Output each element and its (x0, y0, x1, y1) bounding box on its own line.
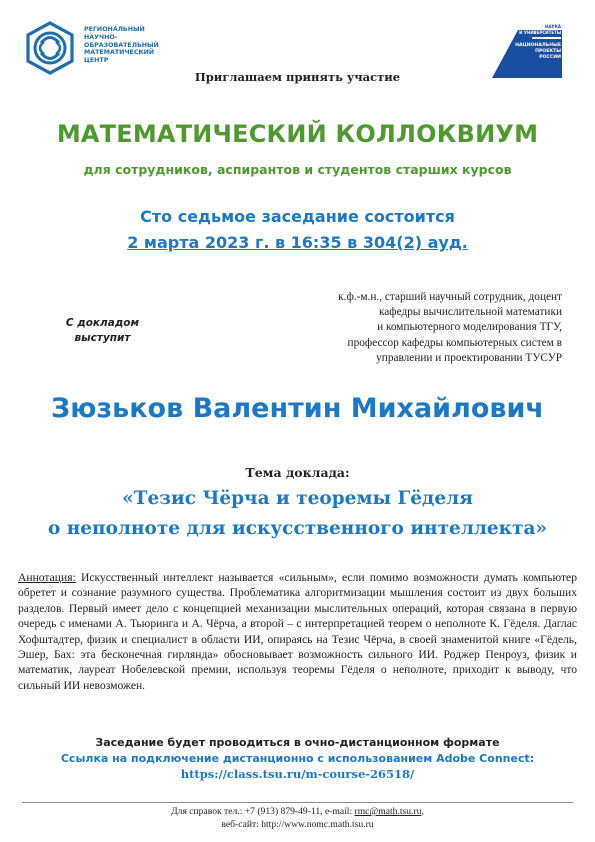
speaker-credential-line: к.ф.-м.н., старший научный сотрудник, доцент (338, 291, 562, 303)
center-logo-icon (22, 20, 78, 76)
invitation-text: Приглашаем принять участие (194, 70, 401, 84)
footer-website[interactable]: веб-сайт: http://www.nomc.math.tsu.ru (221, 819, 374, 830)
speaker-label-line: выступит (74, 332, 131, 344)
logo-text-line: НАУЧНО- (84, 33, 118, 41)
center-logo-text (84, 26, 224, 65)
svg-text:ПРОЕКТЫ: ПРОЕКТЫ (535, 49, 561, 54)
footer-separator: , (421, 806, 424, 817)
speaker-credentials (228, 290, 562, 366)
meeting-format: Заседание будет проводиться в очно-дистанционном формате (95, 736, 500, 749)
connection-link[interactable]: https://class.tsu.ru/m-course-26518/ (180, 767, 415, 781)
footer-contacts (0, 806, 595, 817)
abstract (18, 570, 577, 693)
meeting-datetime-text: 2 марта 2023 г. в 16:35 в 304(2) ауд. (127, 233, 468, 252)
svg-text:И УНИВЕРСИТЕТЫ: И УНИВЕРСИТЕТЫ (519, 30, 561, 35)
speaker-credential-line: профессор кафедры компьютерных систем в (347, 336, 562, 349)
speaker-name: Зюзьков Валентин Михайлович (51, 393, 544, 424)
footer-divider (22, 802, 573, 803)
svg-text:РОССИИ: РОССИИ (539, 55, 561, 60)
footer-email-link[interactable]: rmc@math.tsu.ru (354, 806, 422, 817)
center-logo (22, 20, 222, 76)
page-title: МАТЕМАТИЧЕСКИЙ КОЛЛОКВИУМ (56, 120, 539, 148)
svg-text:НАЦИОНАЛЬНЫЕ: НАЦИОНАЛЬНЫЕ (515, 43, 561, 48)
speaker-credential-line: и компьютерного моделирования ТГУ, (377, 321, 562, 334)
footer-phone: Для справок тел.: +7 (913) 879-49-11, e-mail: (171, 806, 355, 817)
abstract-label: Аннотация: (18, 571, 76, 584)
speaker-credential-line: кафедры вычислительной математики (378, 306, 562, 319)
svg-text:НАУКА: НАУКА (545, 24, 561, 29)
speaker-label (40, 316, 165, 346)
connection-link-label: Ссылка на подключение дистанционно с использованием Adobe Connect: (60, 752, 535, 765)
speaker-credential-line: управлении и проектировании ТУСУР (376, 351, 562, 364)
meeting-datetime (0, 233, 595, 252)
topic-title-line: «Тезис Чёрча и теоремы Гёделя (122, 488, 473, 509)
logo-text-line: ОБРАЗОВАТЕЛЬНЫЙ (84, 41, 159, 49)
logo-text-line: РЕГИОНАЛЬНЫЙ (84, 26, 145, 33)
speaker-label-line: С докладом (65, 317, 140, 329)
page-subtitle: для сотрудников, аспирантов и студентов старших курсов (83, 162, 512, 177)
abstract-text: Искусственный интеллект называется «сильным», если помимо возможности думать компьютер обретет и сознание разумного существа. Проблематика алгоритмизации мышления состоит из двух больших разделов. Первый имеет дело с концепцией механизации мыслительных операций, которая связана в первую очередь с именами А. Тьюринга и А. Чёрча, а второй – с интерпретацией теорем о неполноте К. Гёделя. Даглас Хофштадтер, физик и специалист в области ИИ, опираясь на Тезис Чёрча, в своей знаменитой книге «Гёдель, Эшер, Бах: эта бесконечная гирлянда» обосновывает возможность сильного ИИ. Роджер Пенроуз, физик и математик, лауреат Нобелевской премии, используя теоремы Гёделя о неполноте, приходит к выводу, что сильный ИИ невозможен. (18, 571, 577, 692)
meeting-announcement: Сто седьмое заседание состоится (140, 207, 455, 226)
topic-label: Тема доклада: (245, 465, 350, 480)
logo-text-line: МАТЕМАТИЧЕСКИЙ (84, 49, 155, 57)
topic-title-line: о неполноте для искусственного интеллекта» (47, 518, 548, 539)
logo-text-line: ЦЕНТР (84, 57, 109, 65)
